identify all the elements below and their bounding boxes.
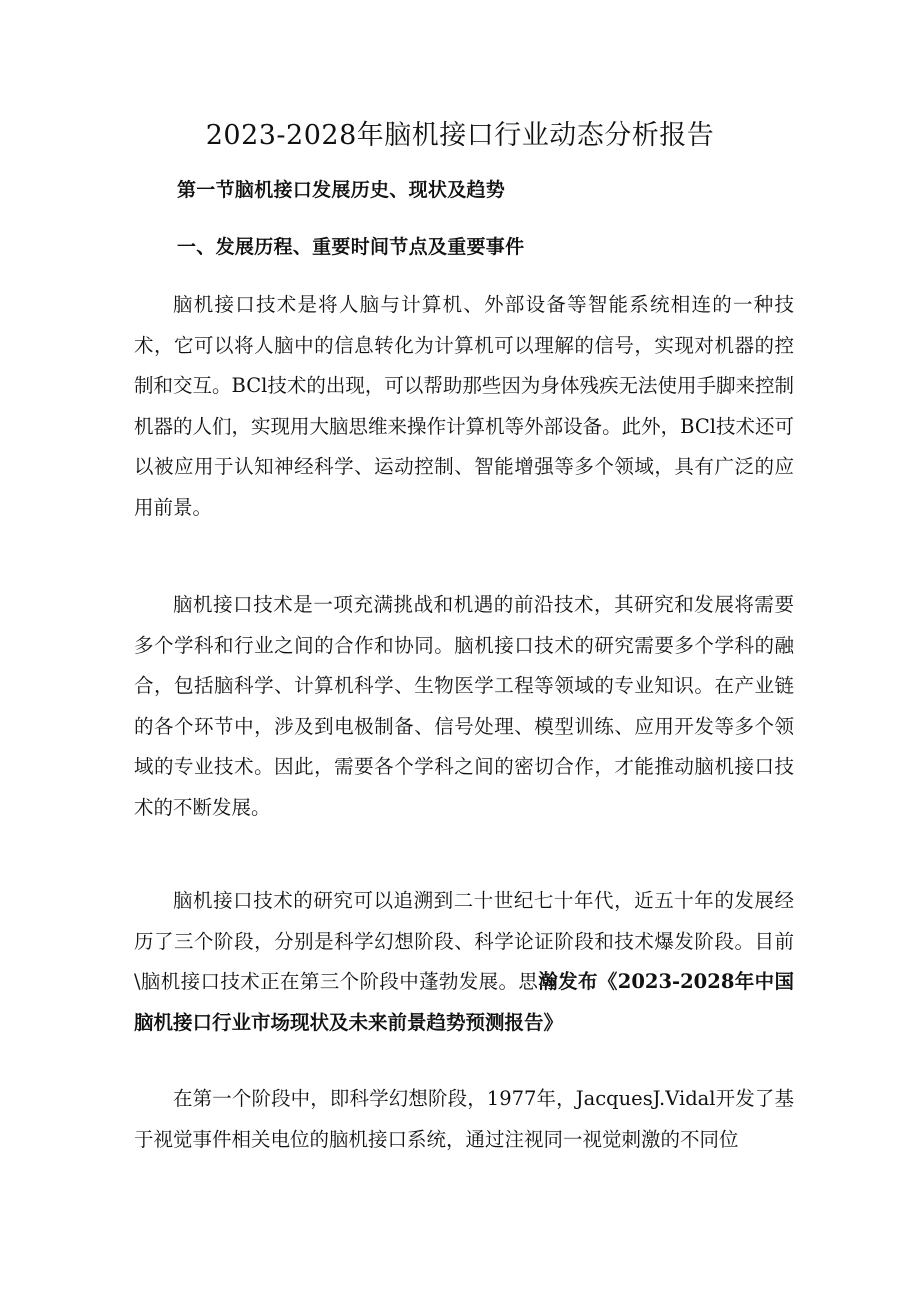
report-reference: 瀚发布《2023-2028年中国脑机接口行业市场现状及未来前景趋势预测报告》 [134, 970, 794, 1034]
document-title: 2023-2028年脑机接口行业动态分析报告 [205, 120, 715, 151]
paragraph-3 [134, 881, 794, 1043]
paragraph-3-text: 脑机接口技术的研究可以追溯到二十世纪七十年代，近五十年的发展经历了三个阶段，分别是科学幻想阶段、科学论证阶段和技术爆发阶段。目前\脑机接口技术正在第三个阶段中蓬勃发展。思 [134, 889, 794, 993]
subsection-heading: 一、发展历程、重要时间节点及重要事件 [177, 236, 525, 258]
section-heading: 第一节脑机接口发展历史、现状及趋势 [177, 179, 506, 201]
paragraph-1: 脑机接口技术是将人脑与计算机、外部设备等智能系统相连的一种技术，它可以将人脑中的信息转化为计算机可以理解的信号，实现对机器的控制和交互。BCl技术的出现，可以帮助那些因为身体残疾无法使用手脚来控制机器的人们，实现用大脑思维来操作计算机等外部设备。此外，BCl技术还可以被应用于认知神经科学、运动控制、智能增强等多个领域，具有广泛的应用前景。 [134, 293, 794, 519]
paragraph-4: 在第一个阶段中，即科学幻想阶段，1977年，JacquesJ.Vidal开发了基于视觉事件相关电位的脑机接口系统，通过注视同一视觉刺激的不同位 [134, 1087, 794, 1151]
paragraph-2: 脑机接口技术是一项充满挑战和机遇的前沿技术，其研究和发展将需要多个学科和行业之间的合作和协同。脑机接口技术的研究需要多个学科的融合，包括脑科学、计算机科学、生物医学工程等领域的专业知识。在产业链的各个环节中，涉及到电极制备、信号处理、模型训练、应用开发等多个领域的专业技术。因此，需要各个学科之间的密切合作，才能推动脑机接口技术的不断发展。 [134, 593, 794, 819]
